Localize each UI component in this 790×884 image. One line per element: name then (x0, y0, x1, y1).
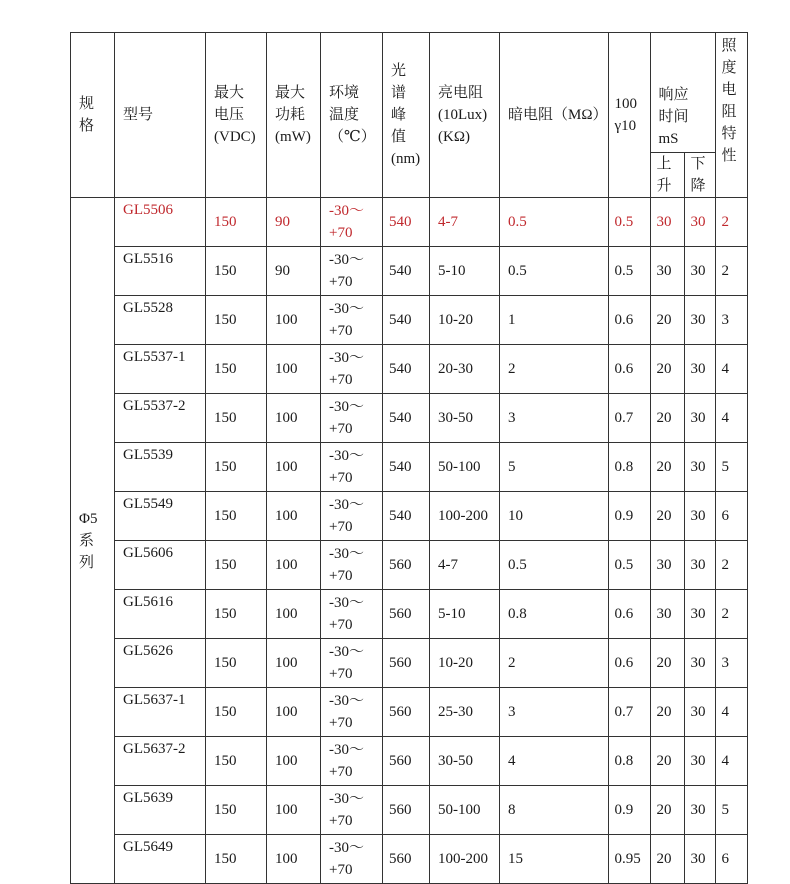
curve-cell: 4 (715, 737, 747, 786)
peak-cell: 560 (383, 639, 430, 688)
temp-cell: -30～ +70 (321, 198, 383, 247)
curve-cell: 2 (715, 541, 747, 590)
rise-cell: 20 (650, 443, 684, 492)
dark-resistance-cell: 3 (500, 688, 609, 737)
dark-resistance-cell: 5 (500, 443, 609, 492)
power-cell: 100 (267, 639, 321, 688)
power-cell: 90 (267, 198, 321, 247)
curve-cell: 5 (715, 786, 747, 835)
table-row (71, 296, 748, 345)
voltage-cell: 150 (206, 345, 267, 394)
light-resistance-cell: 20-30 (430, 345, 500, 394)
header-spectral-peak: 光 谱 峰 值 (nm) (383, 33, 430, 198)
curve-cell: 4 (715, 394, 747, 443)
header-dark-resistance: 暗电阻（MΩ） (500, 33, 609, 198)
rise-cell: 20 (650, 296, 684, 345)
light-resistance-cell: 10-20 (430, 296, 500, 345)
light-resistance-cell: 50-100 (430, 786, 500, 835)
fall-cell: 30 (684, 296, 715, 345)
table-row (71, 541, 748, 590)
light-resistance-cell: 100-200 (430, 835, 500, 884)
model-cell: GL5649 (115, 835, 206, 884)
curve-cell: 2 (715, 590, 747, 639)
temp-cell: -30～ +70 (321, 492, 383, 541)
header-rise: 上 升 (650, 153, 684, 198)
dark-resistance-cell: 2 (500, 345, 609, 394)
table-row (71, 639, 748, 688)
curve-cell: 3 (715, 639, 747, 688)
table-row (71, 443, 748, 492)
power-cell: 100 (267, 590, 321, 639)
power-cell: 100 (267, 835, 321, 884)
power-cell: 100 (267, 394, 321, 443)
fall-cell: 30 (684, 443, 715, 492)
model-cell: GL5528 (115, 296, 206, 345)
voltage-cell: 150 (206, 688, 267, 737)
peak-cell: 560 (383, 688, 430, 737)
power-cell: 100 (267, 345, 321, 394)
peak-cell: 560 (383, 835, 430, 884)
fall-cell: 30 (684, 786, 715, 835)
gamma-cell: 0.6 (608, 639, 650, 688)
temp-cell: -30～ +70 (321, 247, 383, 296)
header-illum-characteristic: 照 度 电 阻 特 性 (715, 33, 747, 198)
rise-cell: 30 (650, 590, 684, 639)
dark-resistance-cell: 1 (500, 296, 609, 345)
peak-cell: 540 (383, 198, 430, 247)
power-cell: 90 (267, 247, 321, 296)
header-max-power: 最大 功耗 (mW) (267, 33, 321, 198)
light-resistance-cell: 4-7 (430, 198, 500, 247)
light-resistance-cell: 4-7 (430, 541, 500, 590)
temp-cell: -30～ +70 (321, 345, 383, 394)
peak-cell: 560 (383, 786, 430, 835)
dark-resistance-cell: 0.5 (500, 541, 609, 590)
light-resistance-cell: 50-100 (430, 443, 500, 492)
temp-cell: -30～ +70 (321, 590, 383, 639)
voltage-cell: 150 (206, 590, 267, 639)
rise-cell: 20 (650, 345, 684, 394)
temp-cell: -30～ +70 (321, 737, 383, 786)
gamma-cell: 0.8 (608, 443, 650, 492)
power-cell: 100 (267, 443, 321, 492)
rise-cell: 20 (650, 394, 684, 443)
peak-cell: 560 (383, 541, 430, 590)
light-resistance-cell: 30-50 (430, 394, 500, 443)
fall-cell: 30 (684, 639, 715, 688)
temp-cell: -30～ +70 (321, 639, 383, 688)
model-cell: GL5539 (115, 443, 206, 492)
photoresistor-spec-table (70, 32, 748, 884)
rise-cell: 20 (650, 688, 684, 737)
fall-cell: 30 (684, 345, 715, 394)
power-cell: 100 (267, 541, 321, 590)
voltage-cell: 150 (206, 786, 267, 835)
table-row (71, 394, 748, 443)
voltage-cell: 150 (206, 639, 267, 688)
light-resistance-cell: 25-30 (430, 688, 500, 737)
peak-cell: 540 (383, 443, 430, 492)
light-resistance-cell: 5-10 (430, 247, 500, 296)
gamma-cell: 0.5 (608, 198, 650, 247)
model-cell: GL5637-2 (115, 737, 206, 786)
series-label: Φ5 系 列 (71, 198, 115, 884)
peak-cell: 560 (383, 737, 430, 786)
rise-cell: 20 (650, 786, 684, 835)
header-fall: 下 降 (684, 153, 715, 198)
temp-cell: -30～ +70 (321, 541, 383, 590)
model-cell: GL5616 (115, 590, 206, 639)
header-model: 型号 (115, 33, 206, 198)
model-cell: GL5549 (115, 492, 206, 541)
gamma-cell: 0.7 (608, 688, 650, 737)
model-cell: GL5506 (115, 198, 206, 247)
dark-resistance-cell: 0.5 (500, 198, 609, 247)
voltage-cell: 150 (206, 296, 267, 345)
gamma-cell: 0.6 (608, 345, 650, 394)
gamma-cell: 0.9 (608, 492, 650, 541)
power-cell: 100 (267, 688, 321, 737)
model-cell: GL5606 (115, 541, 206, 590)
header-max-voltage: 最大 电压 (VDC) (206, 33, 267, 198)
voltage-cell: 150 (206, 541, 267, 590)
dark-resistance-cell: 0.5 (500, 247, 609, 296)
power-cell: 100 (267, 786, 321, 835)
header-response-time: 响应 时间 mS (650, 33, 715, 153)
header-light-resistance: 亮电阻 (10Lux) (KΩ) (430, 33, 500, 198)
table-row (71, 247, 748, 296)
voltage-cell: 150 (206, 247, 267, 296)
curve-cell: 3 (715, 296, 747, 345)
light-resistance-cell: 30-50 (430, 737, 500, 786)
light-resistance-cell: 5-10 (430, 590, 500, 639)
curve-cell: 6 (715, 835, 747, 884)
peak-cell: 540 (383, 296, 430, 345)
peak-cell: 540 (383, 247, 430, 296)
temp-cell: -30～ +70 (321, 296, 383, 345)
table-row (71, 345, 748, 394)
model-cell: GL5626 (115, 639, 206, 688)
curve-cell: 5 (715, 443, 747, 492)
model-cell: GL5639 (115, 786, 206, 835)
dark-resistance-cell: 4 (500, 737, 609, 786)
model-cell: GL5537-2 (115, 394, 206, 443)
power-cell: 100 (267, 296, 321, 345)
voltage-cell: 150 (206, 394, 267, 443)
gamma-cell: 0.5 (608, 247, 650, 296)
voltage-cell: 150 (206, 198, 267, 247)
curve-cell: 6 (715, 492, 747, 541)
model-cell: GL5537-1 (115, 345, 206, 394)
voltage-cell: 150 (206, 492, 267, 541)
header-ambient-temp: 环境 温度 （℃） (321, 33, 383, 198)
model-cell: GL5516 (115, 247, 206, 296)
peak-cell: 540 (383, 394, 430, 443)
table-row (71, 835, 748, 884)
fall-cell: 30 (684, 492, 715, 541)
fall-cell: 30 (684, 541, 715, 590)
voltage-cell: 150 (206, 737, 267, 786)
power-cell: 100 (267, 492, 321, 541)
dark-resistance-cell: 2 (500, 639, 609, 688)
table-row (71, 688, 748, 737)
rise-cell: 30 (650, 198, 684, 247)
gamma-cell: 0.6 (608, 590, 650, 639)
fall-cell: 30 (684, 394, 715, 443)
fall-cell: 30 (684, 198, 715, 247)
fall-cell: 30 (684, 737, 715, 786)
gamma-cell: 0.9 (608, 786, 650, 835)
table-row (71, 786, 748, 835)
fall-cell: 30 (684, 835, 715, 884)
model-cell: GL5637-1 (115, 688, 206, 737)
curve-cell: 4 (715, 345, 747, 394)
gamma-cell: 0.95 (608, 835, 650, 884)
gamma-cell: 0.8 (608, 737, 650, 786)
temp-cell: -30～ +70 (321, 688, 383, 737)
gamma-cell: 0.6 (608, 296, 650, 345)
temp-cell: -30～ +70 (321, 786, 383, 835)
light-resistance-cell: 100-200 (430, 492, 500, 541)
fall-cell: 30 (684, 688, 715, 737)
light-resistance-cell: 10-20 (430, 639, 500, 688)
header-spec: 规 格 (71, 33, 115, 198)
voltage-cell: 150 (206, 835, 267, 884)
rise-cell: 20 (650, 835, 684, 884)
rise-cell: 20 (650, 492, 684, 541)
curve-cell: 2 (715, 247, 747, 296)
power-cell: 100 (267, 737, 321, 786)
table-row (71, 590, 748, 639)
temp-cell: -30～ +70 (321, 443, 383, 492)
rise-cell: 20 (650, 639, 684, 688)
header-gamma: 100 γ10 (608, 33, 650, 198)
curve-cell: 2 (715, 198, 747, 247)
fall-cell: 30 (684, 247, 715, 296)
temp-cell: -30～ +70 (321, 835, 383, 884)
table-row (71, 492, 748, 541)
fall-cell: 30 (684, 590, 715, 639)
dark-resistance-cell: 0.8 (500, 590, 609, 639)
peak-cell: 540 (383, 345, 430, 394)
rise-cell: 20 (650, 737, 684, 786)
table-row (71, 198, 748, 247)
rise-cell: 30 (650, 541, 684, 590)
peak-cell: 540 (383, 492, 430, 541)
table-row (71, 737, 748, 786)
gamma-cell: 0.5 (608, 541, 650, 590)
curve-cell: 4 (715, 688, 747, 737)
temp-cell: -30～ +70 (321, 394, 383, 443)
dark-resistance-cell: 8 (500, 786, 609, 835)
dark-resistance-cell: 3 (500, 394, 609, 443)
rise-cell: 30 (650, 247, 684, 296)
dark-resistance-cell: 10 (500, 492, 609, 541)
gamma-cell: 0.7 (608, 394, 650, 443)
dark-resistance-cell: 15 (500, 835, 609, 884)
voltage-cell: 150 (206, 443, 267, 492)
peak-cell: 560 (383, 590, 430, 639)
